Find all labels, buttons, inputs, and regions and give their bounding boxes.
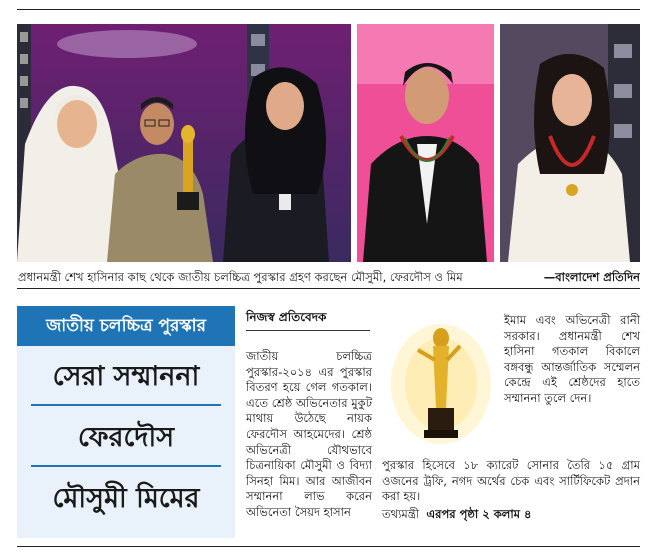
article-column-2-bottom [382,458,640,522]
article-paragraph: পুরস্কার হিসেবে ১৮ ক্যারেট সোনার তৈরি ১৫ গ্রাম ওজনের ট্রফি, নগদ অর্থের চেক এবং সার্টিফিকেট প্রদান করা হয়। [382,458,640,504]
trophy-image [388,320,494,448]
headline-line-2: ফেরদৌস [77,422,175,453]
article-column-2-top [504,313,640,407]
award-ceremony-photo [17,24,351,262]
headline-line-3: মৌসুমী মিমের [52,483,200,514]
byline: নিজস্ব প্রতিবেদক [246,310,327,324]
byline-rule [246,330,370,331]
headline-kicker: জাতীয় চলচ্চিত্র পুরস্কার [17,306,235,346]
headline-panel [17,306,235,538]
caption-text: প্রধানমন্ত্রী শেখ হাসিনার কাছ থেকে জাতীয় চলচ্চিত্র পুরস্কার গ্রহণ করছেন মৌসুমী, ফেরদৌস ও মিম [18,270,463,284]
caption-rule [17,288,640,289]
article-paragraph: জাতীয় চলচ্চিত্র পুরস্কার-২০১৪ এর পুরস্কার বিতরণ হয়ে গেল গতকাল। এতে শ্রেষ্ঠ অভিনেতার মুকুট মাথায় উঠেছে নায়ক ফেরদৌস আহমেদের। শ্রেষ্ঠ অভিনেত্রী যৌথভাবে চিত্রনায়িকা মৌসুমী ও বিদ্যা সিনহা মিম। আর আজীবন সম্মাননা লাভ করেন অভিনেতা সৈয়দ হাসান [246,349,372,519]
article-paragraph: ইমাম এবং অভিনেত্রী রানী সরকার। প্রধানমন্ত্রী শেখ হাসিনা গতকাল বিকালে বঙ্গবন্ধু আন্তর্জাতিক সম্মেলন কেন্দ্রে এই শ্রেষ্ঠদের হাতে সম্মাননা তুলে দেন। [504,313,640,405]
headline-separator [31,465,221,467]
continued-on-link[interactable]: এরপর পৃষ্ঠা ২ কলাম ৪ [426,506,532,521]
continuation-text: তথ্যমন্ত্রী [382,506,420,521]
photo-credit: —বাংলাদেশ প্রতিদিন [543,270,640,284]
actress-photo [500,24,640,262]
article-column-1 [246,349,372,521]
photo-caption [18,268,640,286]
headline-line-1: সেরা সম্মাননা [52,361,200,392]
bottom-rule [17,546,640,547]
actor-photo [357,24,494,262]
headline-separator [31,404,221,406]
top-rule [17,9,640,10]
